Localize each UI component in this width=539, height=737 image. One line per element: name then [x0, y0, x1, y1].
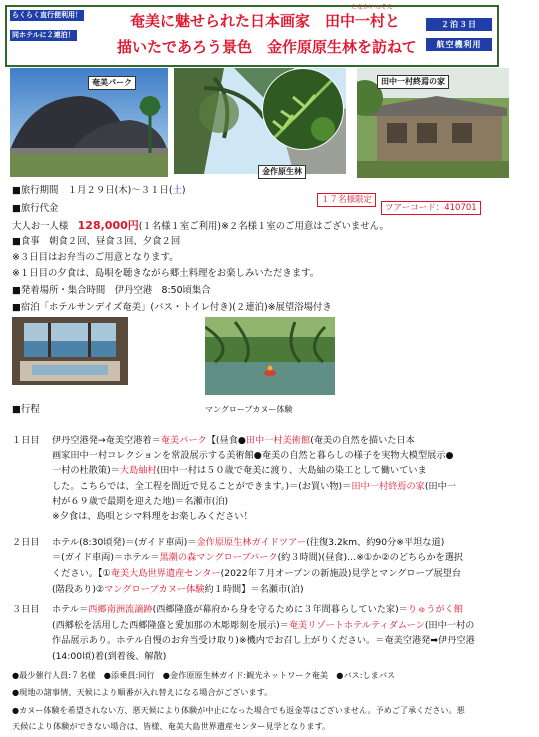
day1-line-3: 一村の杜散策)＝大島紬村(田中一村は５０歳で奄美に渡り、大島紬の染工として働いていま — [52, 465, 427, 476]
meals-note-1: ※３日目はお弁当のご用意となります。 — [12, 252, 179, 263]
meals-line: ■食事 朝食２回、昼食３回、夕食２回 — [12, 236, 181, 247]
badge-duration: ２泊３日 — [426, 18, 492, 31]
day2-line-2: ＝(ガイド車両)＝ホテル＝黒潮の森マングローブパーク(約３時間)(昼食)…※①か②のどちらかを選択 — [52, 552, 464, 563]
tour-code: ツアーコード：410701 — [381, 201, 481, 215]
day3-line-2: (西郷松を活用した西郷隆盛と愛加那の木彫彫刻を展示)＝奄美リゾートホテルティダムーン(田中一村の — [52, 620, 475, 631]
day2-label: ２日目 — [12, 537, 40, 548]
day2-line-1: ホテル(8:30頃発)＝(ガイド車両)＝金作原原生林ガイドツアー(往復3.2km、約90分※平坦な道) — [52, 537, 445, 548]
day3-line-4: (14:00頃)着(到着後、解散) — [52, 651, 167, 662]
badge-direct-flight: らくらく直行便利用！ — [12, 11, 82, 19]
day1-line-4: した。こちらでは、全工程を間近で見ることができます。)＝(お買い物)＝田中一村終焉の家(田中一 — [52, 481, 456, 492]
day1-line-6: ※夕食は、島唄とシマ料理をお楽しみください！ — [52, 511, 253, 522]
itinerary-label: ■行程 — [12, 404, 40, 415]
day1-line-2: 画家田中一村コレクションを常設展示する美術館●奄美の自然と暮らしの様子を実物大模型展示● — [52, 450, 454, 461]
travel-period: ■旅行期間 １月２９日(木)～３１日(土) — [12, 185, 186, 196]
price-label: ■旅行代金 — [12, 203, 59, 214]
kinsakubaru-forest-label: 金作原生林 — [258, 165, 306, 179]
note-2: ●現地の諸事情、天候により順番が入れ替えになる場合がございます。 — [12, 687, 273, 697]
day2-line-3: ください。【①奄美大島世界遺産センター(2022年７月オープンの新施設)見学とマングローブ展望台 — [52, 568, 462, 579]
price-line: 大人お一人様 128,000円(１名様１室ご利用)※２名様１室のご用意はございません。 — [12, 219, 389, 232]
mangrove-canoe-photo — [205, 317, 335, 395]
note-3: ●カヌー体験を希望されない方、悪天候により体験が中止になった場合でも返金等はございません。予めご了承ください。悪 — [12, 705, 465, 715]
badge-flight: 航空機利用 — [426, 38, 492, 51]
day1-label: １日目 — [12, 435, 40, 446]
day3-label: ３日目 — [12, 604, 40, 615]
meals-note-2: ※１日目の夕食は、島唄を聴きながら郷土料理をお楽しみいただきます。 — [12, 268, 320, 279]
page-title-line-2: 描いたであろう景色 金作原原生林を訪ねて — [117, 38, 417, 56]
badge-same-hotel: 同ホテルに２連泊！ — [12, 31, 75, 39]
tanaka-house-label: 田中一村終焉の家 — [377, 75, 449, 89]
hotel-line: ■宿泊「ホテルサンデイズ奄美」(バス・トイレ付き)(２連泊)※展望浴場付き — [12, 302, 332, 313]
day1-line-1: 伊丹空港発→奄美空港着＝奄美パーク【(昼食●田中一村美術館(奄美の自然を描いた日本 — [52, 435, 415, 446]
day3-line-3: 作品展示あり。ホテル自慢のお弁当受け取り)※機内でお召し上がりください。＝奄美空港発➡伊丹空港 — [52, 635, 475, 646]
day3-line-1: ホテル＝西郷南洲流謫跡(西郷隆盛が幕府から身を守るために３年間暮らしていた家)＝りゅうがく館 — [52, 604, 463, 615]
hotel-room-photo — [12, 317, 128, 385]
amami-park-label: 奄美パーク — [88, 76, 136, 90]
canoe-caption: マングローブカヌー体験 — [205, 405, 293, 414]
day1-line-5: 村が６９歳で最期を迎えた地)＝名瀬市(泊) — [52, 496, 229, 507]
departure-line: ■発着場所・集合時間 伊丹空港 8:50頃集合 — [12, 285, 211, 296]
title-ruby: たなかいっそん — [351, 4, 394, 11]
day2-line-4: (階段あり)②マングローブカヌー体験約１時間】＝名瀬市(泊) — [52, 584, 304, 595]
fern-closeup-photo — [262, 68, 344, 150]
note-1: ●最少催行人員:７名様 ●添乗員:同行 ●金作原原生林ガイド:観光ネットワーク奄美 ●バス:しまバス — [12, 670, 396, 680]
limited-badge: １７名様限定 — [317, 193, 376, 207]
page-title-line-1: 奄美に魅せられた日本画家 田中一村と — [130, 12, 401, 30]
note-4: 天候により体験ができない場合は、皆様、奄美大島世界遺産センター見学となります。 — [12, 721, 331, 731]
